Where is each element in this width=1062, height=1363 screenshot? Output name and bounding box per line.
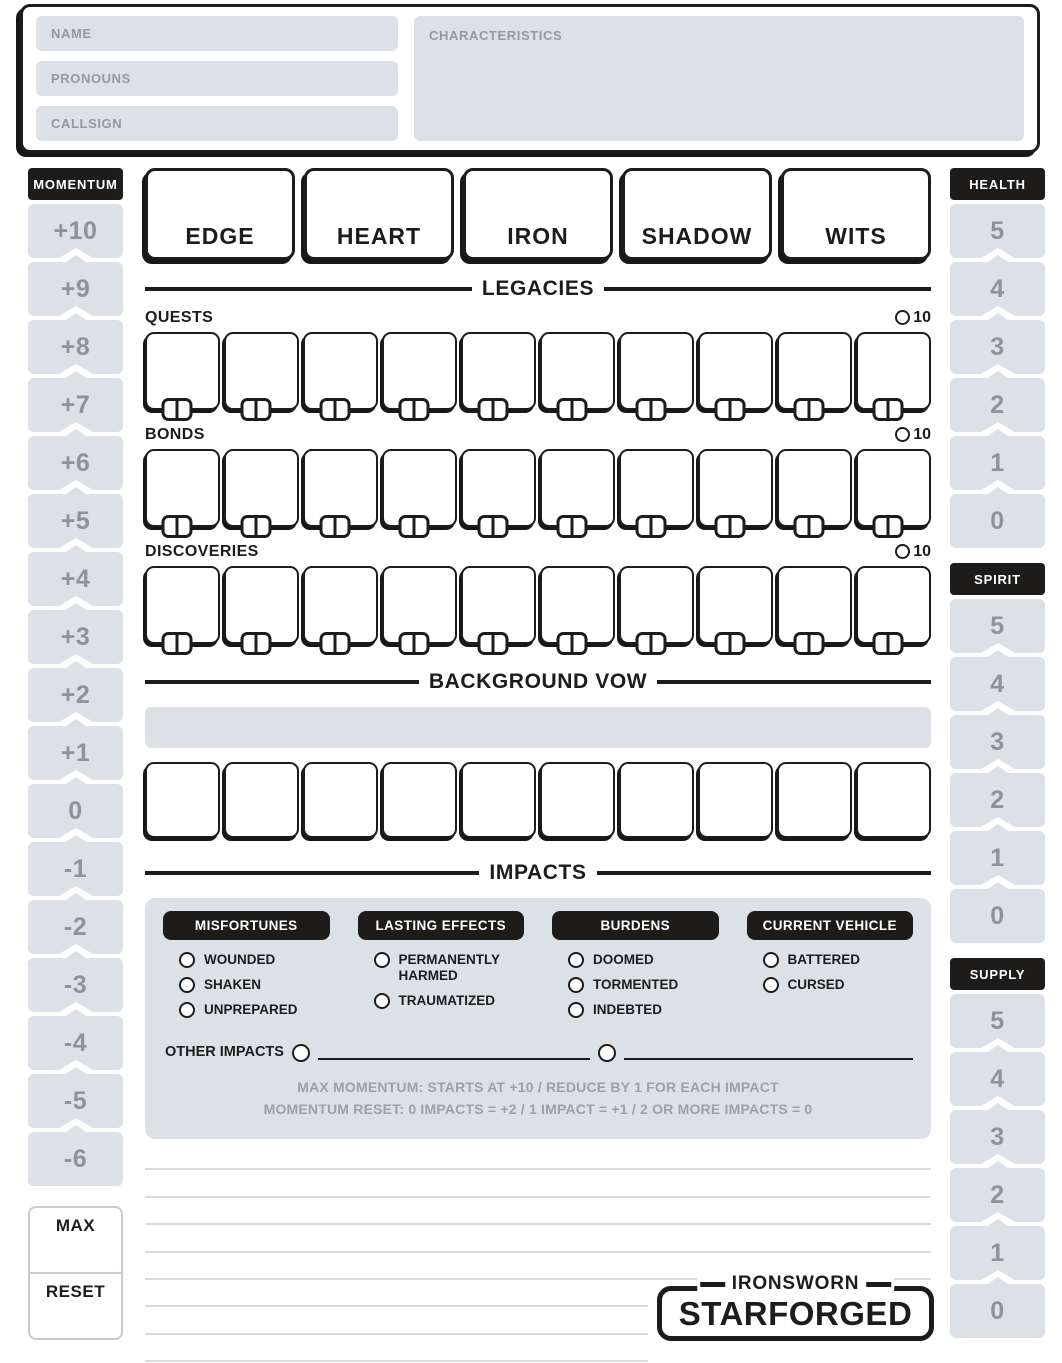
momentum-cell[interactable]: -1 [28, 842, 123, 896]
impact-option-label: INDEBTED [593, 1002, 663, 1018]
misfortunes-options [163, 952, 330, 1019]
discoveries-label: DISCOVERIES [145, 542, 259, 560]
tick-counter[interactable] [319, 632, 350, 655]
momentum-max-field[interactable]: MAX [55, 1216, 96, 1235]
logo-starforged-text: STARFORGED [678, 1294, 913, 1332]
progress-box[interactable] [777, 566, 852, 644]
lasting-effects-group [358, 911, 525, 1028]
stat-box[interactable]: WITS [781, 168, 931, 260]
identity-panel [20, 4, 1040, 153]
note-line[interactable] [145, 1280, 648, 1307]
momentum-max-reset-box [28, 1206, 123, 1340]
tick-counter[interactable] [477, 632, 508, 655]
tick-counter[interactable] [556, 398, 587, 421]
background-vow-boxes [145, 762, 931, 838]
progress-box[interactable] [777, 332, 852, 410]
momentum-cell[interactable]: -4 [28, 1016, 123, 1070]
vow-progress-box[interactable] [698, 762, 773, 838]
vitals-rail [950, 168, 1045, 1353]
main-column [145, 168, 931, 1362]
impacts-section-header [145, 861, 931, 885]
spirit-cell[interactable]: 5 [950, 599, 1045, 653]
burdens-header: BURDENS [552, 911, 719, 940]
tick-counter[interactable] [161, 515, 192, 538]
momentum-cell[interactable]: -3 [28, 958, 123, 1012]
radio-circle-icon[interactable] [598, 1044, 616, 1062]
impact-option [179, 977, 330, 993]
stats-row [145, 168, 931, 260]
radio-circle-icon[interactable] [179, 952, 195, 968]
other-impacts-row [163, 1044, 913, 1060]
tick-counter[interactable] [793, 515, 824, 538]
tick-counter[interactable] [319, 398, 350, 421]
lasting-effects-header: LASTING EFFECTS [358, 911, 525, 940]
radio-circle-icon[interactable] [374, 993, 390, 1009]
progress-box[interactable] [619, 332, 694, 410]
supply-cells [950, 994, 1045, 1338]
vow-progress-box[interactable] [145, 762, 220, 838]
impacts-title: IMPACTS [489, 861, 587, 884]
impact-option [763, 952, 914, 968]
note-line[interactable] [145, 1198, 931, 1225]
progress-box[interactable] [698, 332, 773, 410]
tick-counter[interactable] [635, 515, 666, 538]
progress-box[interactable] [619, 449, 694, 527]
spirit-cells [950, 599, 1045, 943]
other-impact-input-1[interactable] [318, 1046, 590, 1060]
legacies-title: LEGACIES [481, 277, 595, 300]
progress-box[interactable] [382, 332, 457, 410]
bonds-max-value: 10 [913, 425, 931, 443]
discoveries-max-marker [895, 543, 931, 561]
spirit-cell[interactable]: 4 [950, 657, 1045, 711]
vow-progress-box[interactable] [461, 762, 536, 838]
radio-circle-icon[interactable] [568, 1002, 584, 1018]
tick-counter[interactable] [872, 515, 903, 538]
supply-header: SUPPLY [950, 958, 1045, 990]
supply-cell[interactable]: 1 [950, 1226, 1045, 1280]
impact-option-label: WOUNDED [204, 952, 276, 967]
progress-box[interactable] [224, 566, 299, 644]
note-line[interactable] [145, 1307, 648, 1334]
supply-cell[interactable]: 3 [950, 1110, 1045, 1164]
impact-option-label: TRAUMATIZED [398, 993, 495, 1009]
divider [145, 680, 419, 684]
progress-box[interactable] [540, 566, 615, 644]
bonds-legacy-track [145, 425, 931, 527]
quests-max-value: 10 [913, 308, 931, 326]
vow-progress-box[interactable] [777, 762, 852, 838]
momentum-cell[interactable]: +3 [28, 610, 123, 664]
progress-box[interactable] [303, 332, 378, 410]
logo-bar-right [866, 1282, 891, 1287]
impact-option [568, 977, 719, 993]
momentum-cell[interactable]: +5 [28, 494, 123, 548]
tick-counter[interactable] [319, 515, 350, 538]
radio-circle-icon[interactable] [568, 952, 584, 968]
health-header: HEALTH [950, 168, 1045, 200]
tick-counter[interactable] [398, 398, 429, 421]
name-field[interactable] [36, 16, 398, 51]
tick-counter[interactable] [872, 632, 903, 655]
momentum-cell[interactable]: +7 [28, 378, 123, 432]
tick-counter[interactable] [477, 515, 508, 538]
tick-counter[interactable] [793, 632, 824, 655]
misfortunes-header: MISFORTUNES [163, 911, 330, 940]
impact-option-label: SHAKEN [204, 977, 262, 993]
quests-legacy-track [145, 308, 931, 410]
health-cell[interactable]: 0 [950, 494, 1045, 548]
note-line[interactable] [145, 1225, 931, 1252]
bonds-max-marker [895, 426, 931, 444]
progress-box[interactable] [303, 449, 378, 527]
impact-option [568, 952, 719, 968]
progress-box[interactable] [619, 566, 694, 644]
tick-counter[interactable] [872, 398, 903, 421]
background-vow-section-header [145, 670, 931, 694]
impact-option-label: TORMENTED [593, 977, 679, 993]
momentum-cell[interactable]: +1 [28, 726, 123, 780]
supply-track [950, 958, 1045, 1338]
radio-circle-icon[interactable] [179, 977, 195, 993]
tick-counter[interactable] [635, 632, 666, 655]
note-line[interactable] [145, 1143, 931, 1170]
momentum-cell[interactable]: -6 [28, 1132, 123, 1186]
progress-box[interactable] [698, 566, 773, 644]
current-vehicle-group [747, 911, 914, 1028]
radio-circle-icon[interactable] [374, 952, 390, 968]
momentum-cell[interactable]: +9 [28, 262, 123, 316]
pronouns-field[interactable] [36, 61, 398, 96]
logo-bar-left [700, 1282, 725, 1287]
tick-counter[interactable] [240, 632, 271, 655]
momentum-cell[interactable]: +8 [28, 320, 123, 374]
impact-option [179, 952, 330, 968]
progress-box[interactable] [224, 332, 299, 410]
impact-option [374, 993, 525, 1009]
momentum-cells [28, 204, 123, 1186]
radio-circle-icon[interactable] [763, 952, 779, 968]
impact-option [568, 1002, 719, 1018]
progress-box[interactable] [224, 449, 299, 527]
burdens-group [552, 911, 719, 1028]
health-cell[interactable]: 2 [950, 378, 1045, 432]
spirit-cell[interactable]: 3 [950, 715, 1045, 769]
momentum-cell[interactable]: -5 [28, 1074, 123, 1128]
legacies-section-header [145, 277, 931, 301]
circle-icon[interactable] [895, 427, 910, 442]
quests-max-marker [895, 309, 931, 327]
callsign-field[interactable] [36, 106, 398, 141]
lasting-effects-options [358, 952, 525, 1010]
vow-progress-box[interactable] [540, 762, 615, 838]
quests-progress-boxes [145, 332, 931, 410]
discoveries-max-value: 10 [913, 542, 931, 560]
spirit-cell[interactable]: 1 [950, 831, 1045, 885]
impact-option [763, 977, 914, 993]
max-momentum-rule: MAX MOMENTUM: STARTS AT +10 / REDUCE BY 1 FOR EACH IMPACT [297, 1078, 779, 1095]
progress-box[interactable] [145, 449, 220, 527]
radio-circle-icon[interactable] [763, 977, 779, 993]
progress-box[interactable] [777, 449, 852, 527]
progress-box[interactable] [856, 332, 931, 410]
impact-option-label: BATTERED [787, 952, 860, 967]
stat-box[interactable]: IRON [463, 168, 613, 260]
other-impact-input-2[interactable] [624, 1046, 913, 1060]
impact-option [374, 952, 525, 984]
impact-option [179, 1002, 330, 1018]
tick-counter[interactable] [635, 398, 666, 421]
discoveries-legacy-track [145, 542, 931, 644]
current-vehicle-header: CURRENT VEHICLE [747, 911, 914, 940]
other-impacts-label: OTHER IMPACTS [165, 1043, 284, 1060]
radio-circle-icon[interactable] [568, 977, 584, 993]
tick-counter[interactable] [240, 398, 271, 421]
spirit-cell[interactable]: 2 [950, 773, 1045, 827]
identity-fields [36, 16, 398, 141]
pronouns-field-label: PRONOUNS [51, 71, 131, 86]
supply-cell[interactable]: 5 [950, 994, 1045, 1048]
progress-box[interactable] [540, 332, 615, 410]
momentum-cell[interactable]: +2 [28, 668, 123, 722]
note-line[interactable] [145, 1170, 931, 1197]
progress-box[interactable] [856, 566, 931, 644]
background-vow-title: BACKGROUND VOW [428, 670, 648, 693]
divider [145, 871, 479, 875]
impact-option-label: UNPREPARED [204, 1002, 298, 1018]
momentum-rules-note [163, 1076, 913, 1121]
stat-box[interactable]: SHADOW [622, 168, 772, 260]
misfortunes-group [163, 911, 330, 1028]
characteristics-field[interactable] [414, 16, 1024, 141]
progress-box[interactable] [145, 566, 220, 644]
tick-counter[interactable] [161, 632, 192, 655]
impact-option-label: PERMANENTLY HARMED [398, 952, 500, 984]
stat-box[interactable]: EDGE [145, 168, 295, 260]
divider [597, 871, 931, 875]
momentum-reset-rule: MOMENTUM RESET: 0 IMPACTS = +2 / 1 IMPACT = +1 / 2 OR MORE IMPACTS = 0 [263, 1100, 813, 1117]
supply-cell[interactable]: 4 [950, 1052, 1045, 1106]
progress-box[interactable] [145, 332, 220, 410]
logo-ironsworn-text: IRONSWORN [731, 1273, 860, 1294]
divider [604, 287, 931, 291]
health-track [950, 168, 1045, 548]
progress-box[interactable] [856, 449, 931, 527]
impact-option-label: CURSED [787, 977, 845, 993]
radio-circle-icon[interactable] [292, 1044, 310, 1062]
impact-option-label: DOOMED [593, 952, 654, 967]
callsign-field-label: CALLSIGN [51, 116, 123, 131]
spirit-cell[interactable]: 0 [950, 889, 1045, 943]
tick-counter[interactable] [556, 515, 587, 538]
tick-counter[interactable] [714, 515, 745, 538]
progress-box[interactable] [540, 449, 615, 527]
momentum-header: MOMENTUM [28, 168, 123, 200]
bonds-label: BONDS [145, 425, 205, 443]
radio-circle-icon[interactable] [179, 1002, 195, 1018]
name-field-label: NAME [51, 26, 92, 41]
current-vehicle-options [747, 952, 914, 993]
logo-ironsworn-row [697, 1273, 895, 1295]
progress-box[interactable] [698, 449, 773, 527]
progress-box[interactable] [382, 566, 457, 644]
divider [657, 680, 931, 684]
quests-label: QUESTS [145, 308, 214, 326]
characteristics-field-label: CHARACTERISTICS [429, 28, 563, 43]
circle-icon[interactable] [895, 544, 910, 559]
background-vow-input[interactable] [145, 707, 931, 748]
progress-box[interactable] [382, 449, 457, 527]
progress-box[interactable] [461, 566, 536, 644]
vow-progress-box[interactable] [382, 762, 457, 838]
note-line[interactable] [145, 1335, 648, 1362]
health-cells [950, 204, 1045, 548]
progress-box[interactable] [461, 332, 536, 410]
impacts-panel [145, 898, 931, 1139]
circle-icon[interactable] [895, 310, 910, 325]
tick-counter[interactable] [714, 398, 745, 421]
vow-progress-box[interactable] [303, 762, 378, 838]
supply-cell[interactable]: 0 [950, 1284, 1045, 1338]
health-cell[interactable]: 4 [950, 262, 1045, 316]
stat-box[interactable]: HEART [304, 168, 454, 260]
tick-counter[interactable] [398, 515, 429, 538]
discoveries-progress-boxes [145, 566, 931, 644]
health-cell[interactable]: 3 [950, 320, 1045, 374]
vow-progress-box[interactable] [619, 762, 694, 838]
tick-counter[interactable] [161, 398, 192, 421]
momentum-cell[interactable]: +10 [28, 204, 123, 258]
tick-counter[interactable] [793, 398, 824, 421]
spirit-header: SPIRIT [950, 563, 1045, 595]
health-cell[interactable]: 5 [950, 204, 1045, 258]
progress-box[interactable] [303, 566, 378, 644]
supply-cell[interactable]: 2 [950, 1168, 1045, 1222]
bonds-progress-boxes [145, 449, 931, 527]
health-cell[interactable]: 1 [950, 436, 1045, 490]
ironsworn-starforged-logo [657, 1271, 934, 1341]
momentum-reset-field[interactable]: RESET [30, 1272, 121, 1338]
tick-counter[interactable] [398, 632, 429, 655]
momentum-cell[interactable]: +6 [28, 436, 123, 490]
momentum-cell[interactable]: +4 [28, 552, 123, 606]
vow-progress-box[interactable] [224, 762, 299, 838]
spirit-track [950, 563, 1045, 943]
tick-counter[interactable] [477, 398, 508, 421]
momentum-track [28, 168, 123, 1340]
progress-box[interactable] [461, 449, 536, 527]
tick-counter[interactable] [240, 515, 271, 538]
tick-counter[interactable] [556, 632, 587, 655]
momentum-cell[interactable]: -2 [28, 900, 123, 954]
divider [145, 287, 472, 291]
tick-counter[interactable] [714, 632, 745, 655]
vow-progress-box[interactable] [856, 762, 931, 838]
burdens-options [552, 952, 719, 1019]
momentum-cell[interactable]: 0 [28, 784, 123, 838]
